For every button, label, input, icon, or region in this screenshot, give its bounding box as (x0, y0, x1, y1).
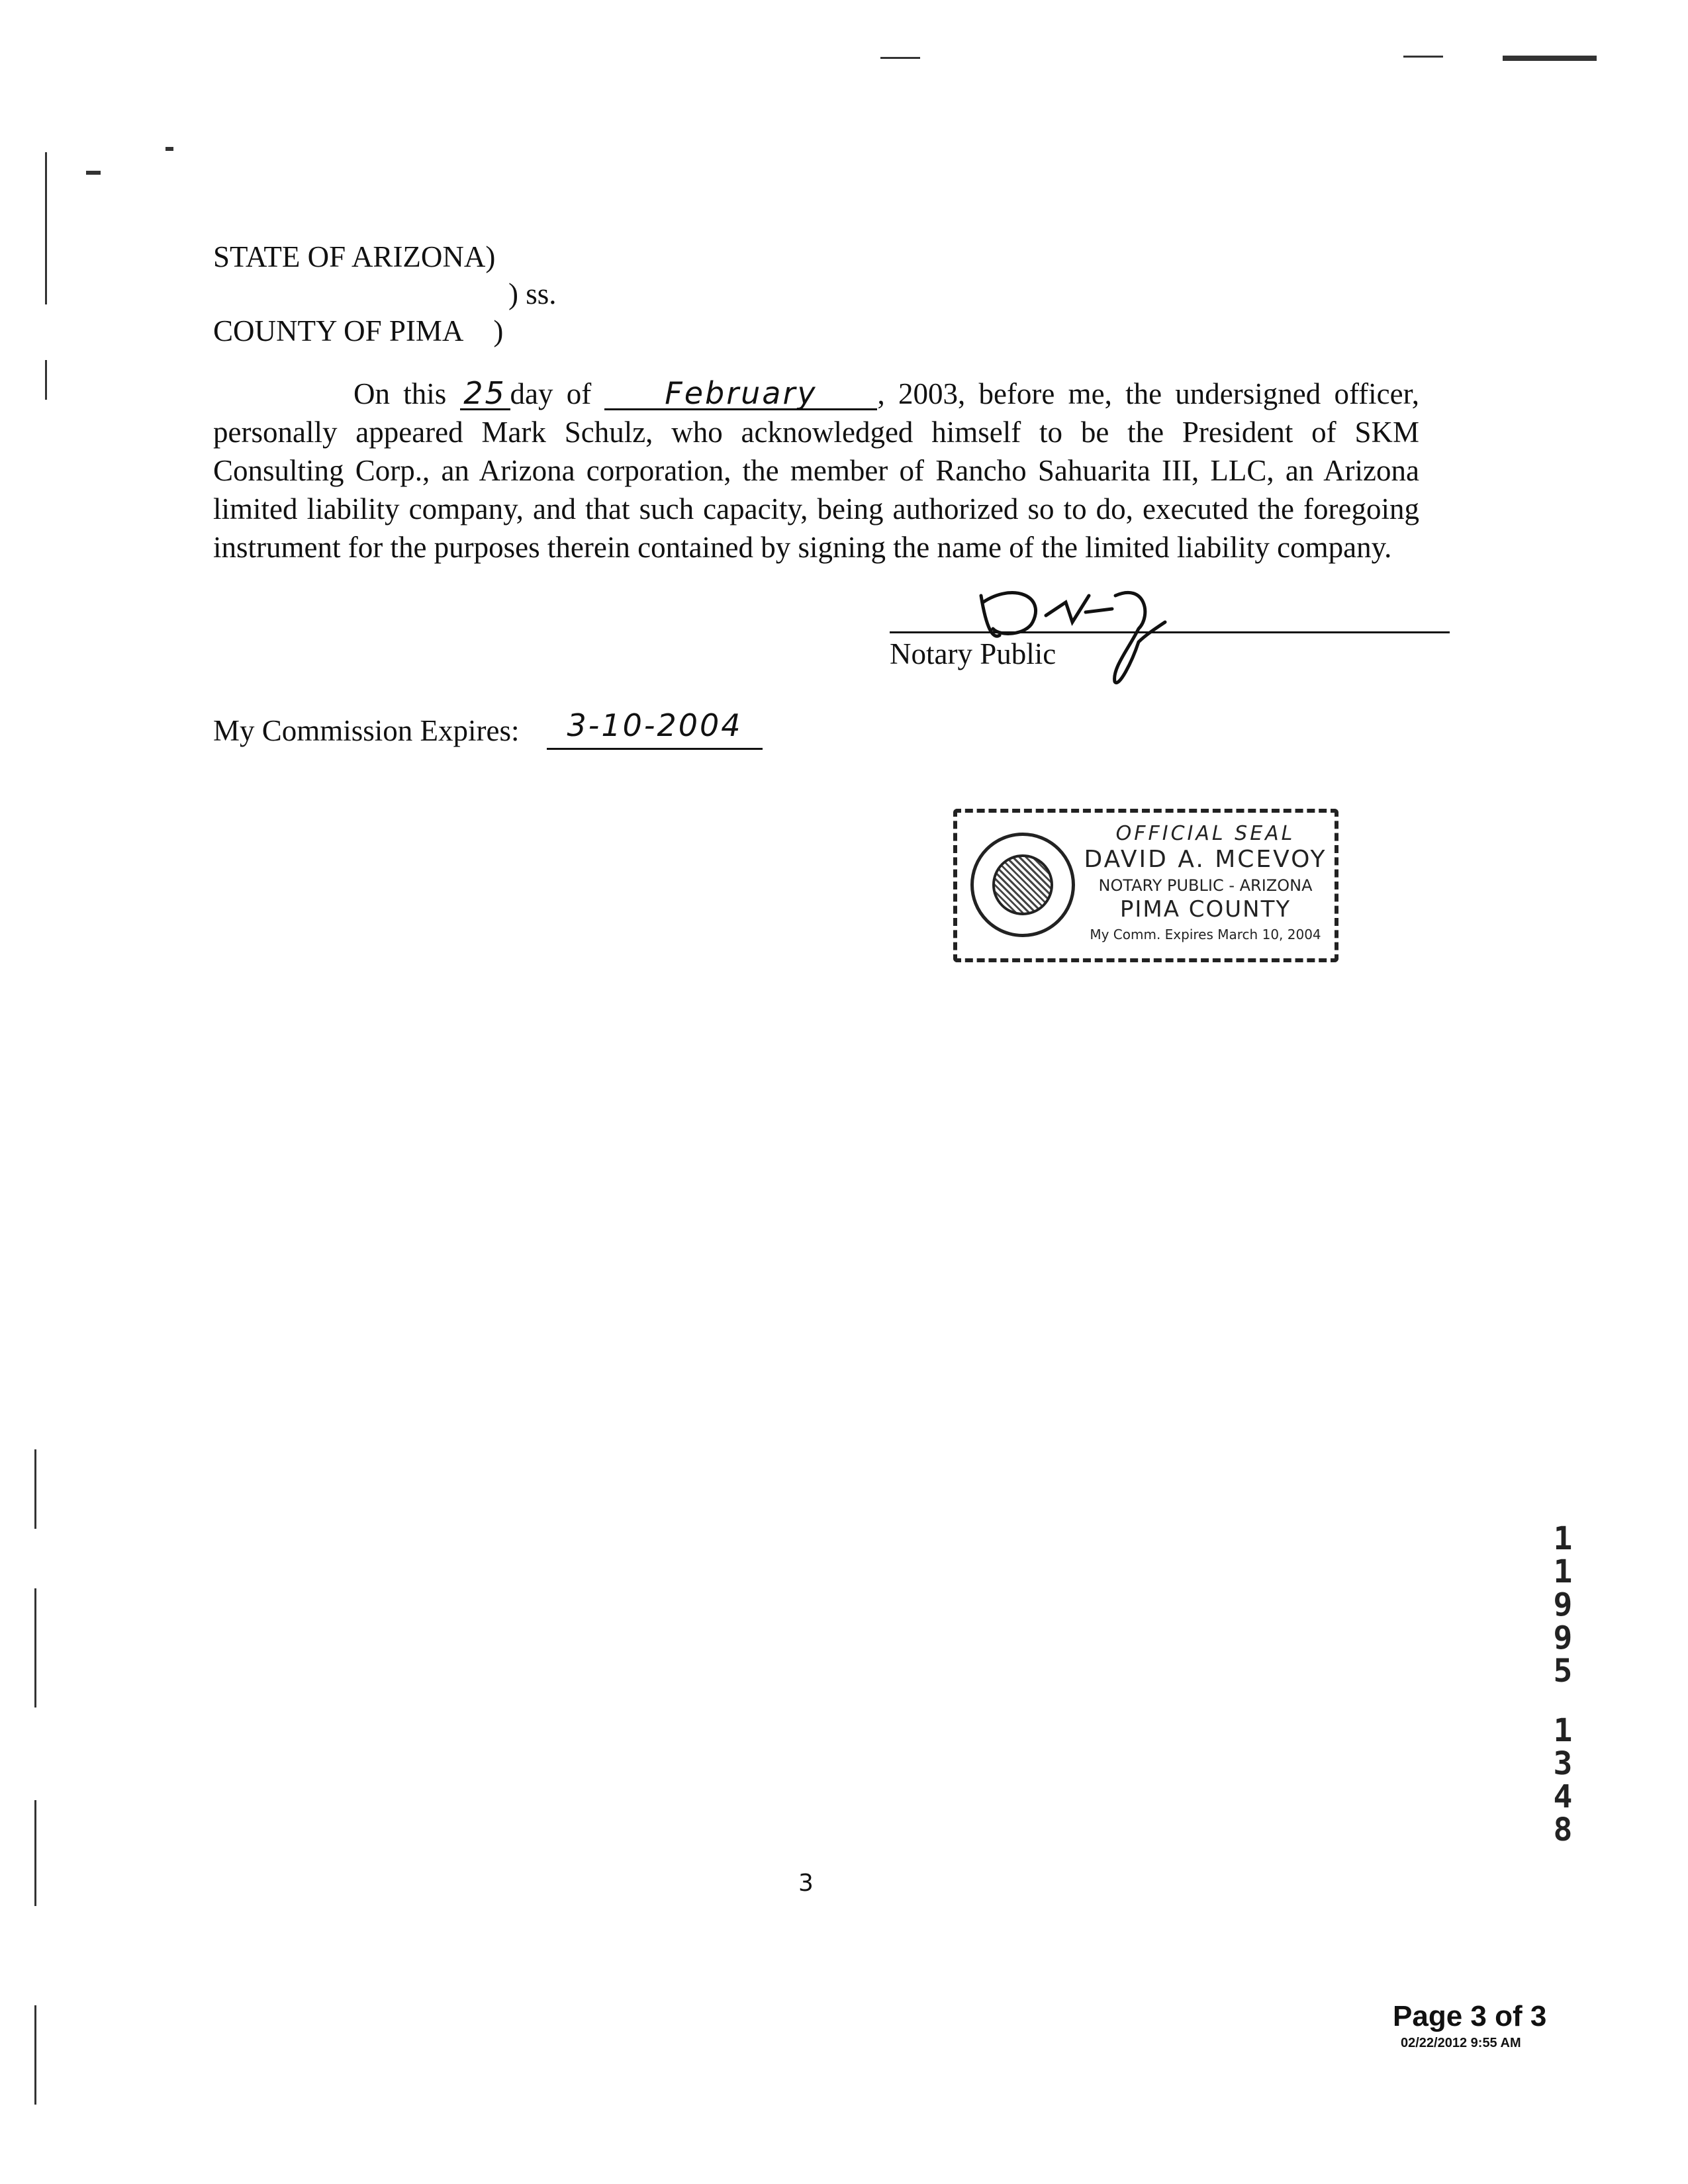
commission-blank (547, 707, 763, 750)
on-this-text: On this (353, 377, 447, 410)
scan-artifact (34, 1800, 36, 1906)
page-number: 3 (798, 1870, 814, 1897)
seal-name: DAVID A. MCEVOY (1084, 846, 1327, 873)
footer-timestamp: 02/22/2012 9:55 AM (1401, 2036, 1521, 2050)
seal-county: PIMA COUNTY (1119, 896, 1291, 923)
acknowledgment-paragraph (213, 375, 1419, 567)
scan-artifact (1503, 56, 1597, 61)
venue-ss: ) ss. (508, 277, 557, 310)
notary-signature (973, 576, 1172, 688)
commission-value: 3-10-2004 (567, 707, 743, 743)
day-of-text: day of (510, 377, 592, 410)
month-blank (604, 375, 877, 411)
scan-artifact (165, 147, 173, 151)
scan-artifact (45, 152, 47, 304)
seal-role: NOTARY PUBLIC - ARIZONA (1098, 876, 1313, 895)
commission-label: My Commission Expires: (213, 714, 520, 747)
month-value: February (665, 375, 818, 411)
notary-public-label: Notary Public (890, 637, 1056, 670)
day-value: 25 (463, 375, 506, 411)
seal-title: OFFICIAL SEAL (1115, 822, 1295, 845)
recording-stamp: 1 1 9 9 5 1 3 4 8 (1553, 1520, 1573, 1848)
scan-artifact (34, 1588, 36, 1707)
acknowledgment-body: , 2003, before me, the undersigned officer, personally appeared Mark Schulz, who acknowledged himself to be the President of SKM Consulting Corp., an Arizona corporation, the member of Rancho Sahuarita III, LLC, an Arizona limited liability company, and that such capacity, being authorized so to do, executed the foregoing instrument for the purposes therein contained by signing the name of the limited liability company. (213, 377, 1420, 564)
venue-county: COUNTY OF PIMA ) (213, 314, 504, 347)
footer-page-label: Page 3 of 3 (1393, 2000, 1547, 2032)
seal-emblem (970, 833, 1075, 937)
venue-state: STATE OF ARIZONA) (213, 240, 496, 273)
scan-artifact (86, 171, 101, 175)
seal-expiry: My Comm. Expires March 10, 2004 (1090, 927, 1321, 942)
notary-seal (953, 809, 1338, 962)
scan-artifact (1403, 56, 1443, 58)
scan-artifact (34, 2005, 36, 2105)
scan-artifact (45, 360, 47, 400)
scan-artifact (34, 1449, 36, 1529)
scan-artifact (880, 57, 920, 59)
day-blank (460, 375, 510, 411)
